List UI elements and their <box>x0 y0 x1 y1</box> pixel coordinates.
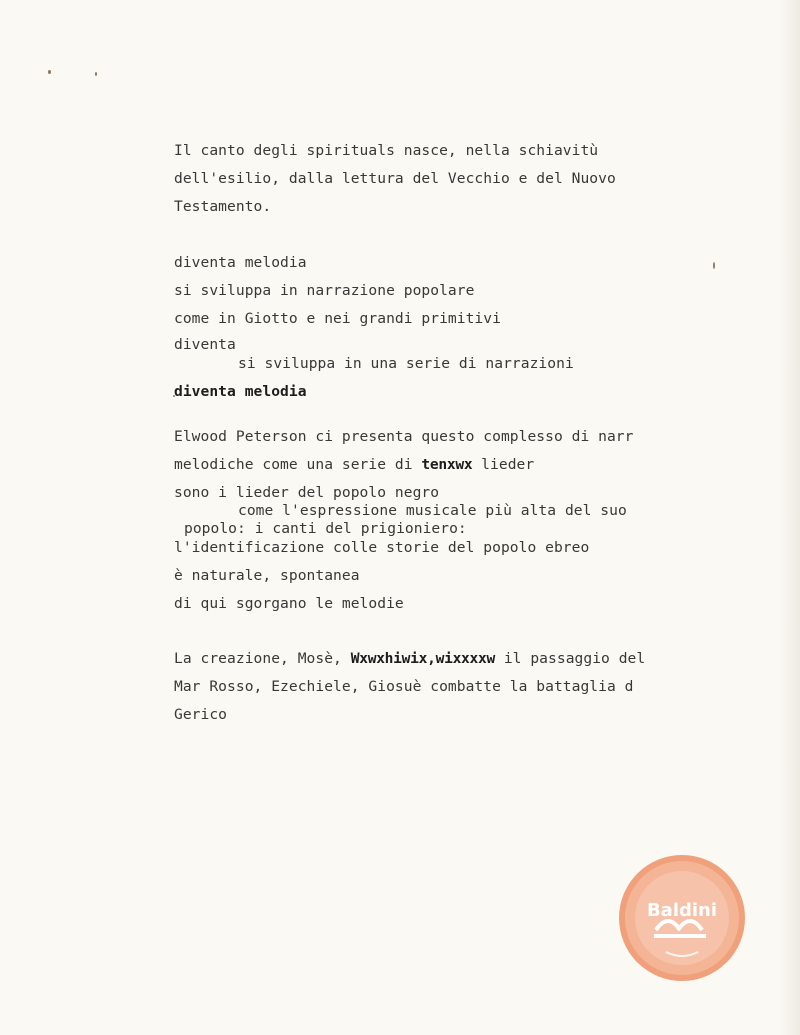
text-line: Mar Rosso, Ezechiele, Giosuè combatte la battaglia d <box>174 678 634 695</box>
text-fragment: La creazione, Mosè, <box>174 650 351 667</box>
paper-speck <box>713 262 715 269</box>
text-fragment: lieder <box>472 456 535 473</box>
text-line: Il canto degli spirituals nasce, nella schiavitù <box>174 142 599 159</box>
text-fragment: melodiche come una serie di <box>174 456 422 473</box>
text-line: diventa melodia <box>174 383 307 400</box>
text-line: come l'espressione musicale più alta del suo <box>238 502 627 519</box>
overtyped-strikeout: Wxwxhiwix,wixxxxw <box>350 650 495 667</box>
text-line: dell'esilio, dalla lettura del Vecchio e del Nuovo <box>174 170 616 187</box>
overtyped-strikeout: tenxwx <box>421 456 473 473</box>
text-line: Elwood Peterson ci presenta questo complesso di narr <box>174 428 634 445</box>
text-line: si sviluppa in narrazione popolare <box>174 282 475 299</box>
text-line: Testamento. <box>174 198 272 215</box>
text-line: l'identificazione colle storie del popolo ebreo <box>174 539 590 556</box>
text-line: Gerico <box>174 706 228 723</box>
paper-speck <box>48 70 51 74</box>
text-line: diventa melodia <box>174 254 307 271</box>
text-line <box>174 650 645 668</box>
text-fragment: il passaggio del <box>495 650 646 667</box>
stamp-label: Baldini <box>646 900 718 921</box>
paper-speck <box>95 72 97 76</box>
text-line: popolo: i canti del prigioniero: <box>184 520 467 537</box>
text-line: di qui sgorgano le melodie <box>174 595 404 612</box>
page-edge-shadow <box>778 0 800 1035</box>
text-line: si sviluppa in una serie di narrazioni <box>238 355 574 372</box>
text-line: come in Giotto e nei grandi primitivi <box>174 310 501 327</box>
text-line: è naturale, spontanea <box>174 567 360 584</box>
text-line: sono i lieder del popolo negro <box>174 484 440 501</box>
text-line <box>174 456 534 474</box>
text-line: diventa <box>174 336 236 353</box>
